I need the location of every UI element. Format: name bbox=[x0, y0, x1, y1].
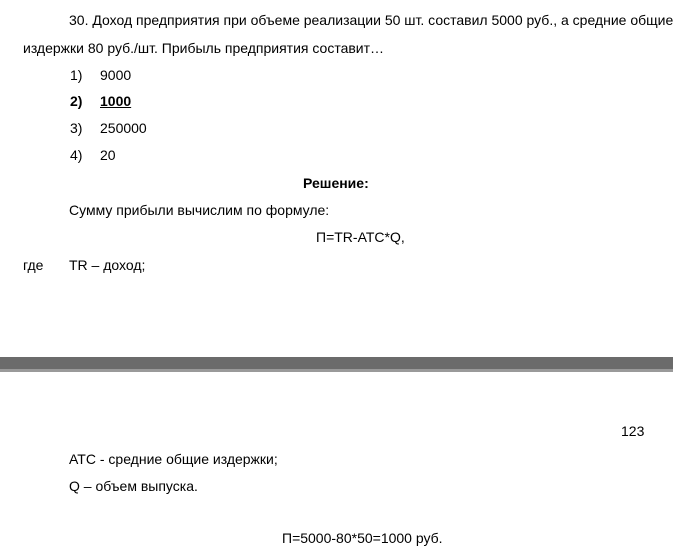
option-3-number: 3) bbox=[70, 120, 83, 136]
page-number: 123 bbox=[621, 423, 645, 439]
option-1-text: 9000 bbox=[100, 67, 132, 83]
where-label: где bbox=[23, 257, 44, 273]
question-line-2: издержки 80 руб./шт. Прибыль предприятия составит… bbox=[23, 40, 385, 56]
solution-heading: Решение: bbox=[303, 175, 369, 191]
option-4-number: 4) bbox=[70, 147, 83, 163]
q-definition: Q – объем выпуска. bbox=[69, 478, 198, 494]
option-1-number: 1) bbox=[70, 67, 83, 83]
option-2-number: 2) bbox=[70, 93, 83, 109]
tr-definition: TR – доход; bbox=[69, 257, 146, 273]
page-break-shadow bbox=[0, 369, 673, 372]
solution-calculation: П=5000-80*50=1000 руб. bbox=[282, 530, 443, 546]
atc-definition: ATC - средние общие издержки; bbox=[69, 451, 278, 467]
option-4-text: 20 bbox=[100, 147, 116, 163]
option-3-text: 250000 bbox=[100, 120, 147, 136]
option-2-text-correct: 1000 bbox=[100, 93, 132, 109]
solution-formula: П=TR-ATC*Q, bbox=[316, 229, 405, 245]
question-line-1: 30. Доход предприятия при объеме реализации 50 шт. составил 5000 руб., а средние общие bbox=[69, 12, 673, 28]
solution-intro: Сумму прибыли вычислим по формуле: bbox=[69, 202, 330, 218]
